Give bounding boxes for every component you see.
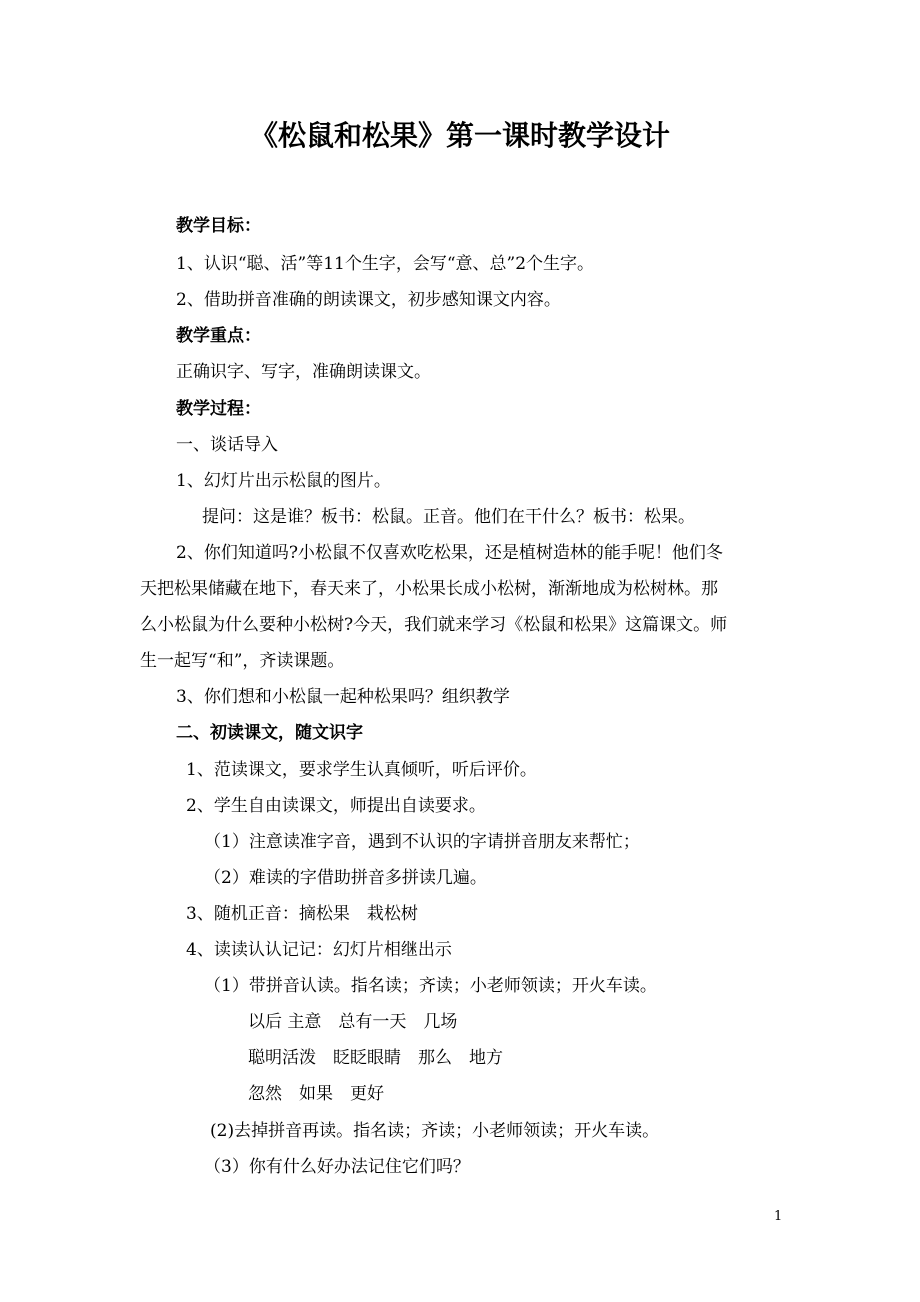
sub-item: (2)去掉拼音再读。指名读；齐读；小老师领读；开火车读。: [210, 1121, 660, 1141]
heading-teaching-process: 教学过程：: [176, 399, 261, 419]
word-list-line: 聪明活泼 眨眨眼睛 那么 地方: [248, 1048, 503, 1068]
paragraph-line: 2、你们知道吗?小松鼠不仅喜欢吃松果，还是植树造林的能手呢！他们冬: [176, 543, 723, 563]
section-2-item-3: 3、随机正音：摘松果 栽松树: [186, 904, 418, 924]
paragraph-line: 天把松果储藏在地下，春天来了，小松果长成小松树，渐渐地成为松树林。那: [140, 579, 718, 599]
paragraph-line: 生一起写“和”，齐读课题。: [140, 651, 345, 671]
sub-item: （1）注意读准字音，遇到不认识的字请拼音朋友来帮忙；: [204, 832, 640, 852]
sub-item: （1）带拼音认读。指名读；齐读；小老师领读；开火车读。: [204, 976, 657, 996]
page-number: 1: [774, 1209, 783, 1224]
section-1-item-1: 1、幻灯片出示松鼠的图片。: [176, 471, 391, 491]
section-1-heading: 一、谈话导入: [176, 435, 278, 455]
section-2-item-1: 1、范读课文，要求学生认真倾听，听后评价。: [186, 760, 537, 780]
section-2-item-2: 2、学生自由读课文，师提出自读要求。: [186, 796, 486, 816]
sub-item: （3）你有什么好办法记住它们吗？: [204, 1157, 470, 1177]
section-2-heading: 二、初读课文，随文识字: [176, 723, 363, 743]
goal-item-2: 2、借助拼音准确的朗读课文，初步感知课文内容。: [176, 290, 561, 310]
paragraph-line: 么小松鼠为什么要种小松树?今天，我们就来学习《松鼠和松果》这篇课文。师: [140, 615, 728, 635]
goal-item-1: 1、认识“聪、活”等11个生字，会写“意、总”2个生字。: [176, 254, 595, 274]
key-points-text: 正确识字、写字，准确朗读课文。: [176, 362, 431, 382]
section-2-item-4: 4、读读认认记记：幻灯片相继出示: [186, 940, 452, 960]
heading-teaching-goals: 教学目标：: [176, 216, 261, 236]
document-title: 《松鼠和松果》第一课时教学设计: [249, 119, 670, 152]
question-line: 提问：这是谁？板书：松鼠。正音。他们在干什么？板书：松果。: [202, 507, 695, 527]
word-list-line: 忽然 如果 更好: [248, 1084, 384, 1104]
word-list-line: 以后 主意 总有一天 几场: [248, 1012, 458, 1032]
section-1-item-3: 3、你们想和小松鼠一起种松果吗？组织教学: [176, 687, 510, 707]
sub-item: （2）难读的字借助拼音多拼读几遍。: [204, 868, 487, 888]
heading-key-points: 教学重点：: [176, 326, 261, 346]
